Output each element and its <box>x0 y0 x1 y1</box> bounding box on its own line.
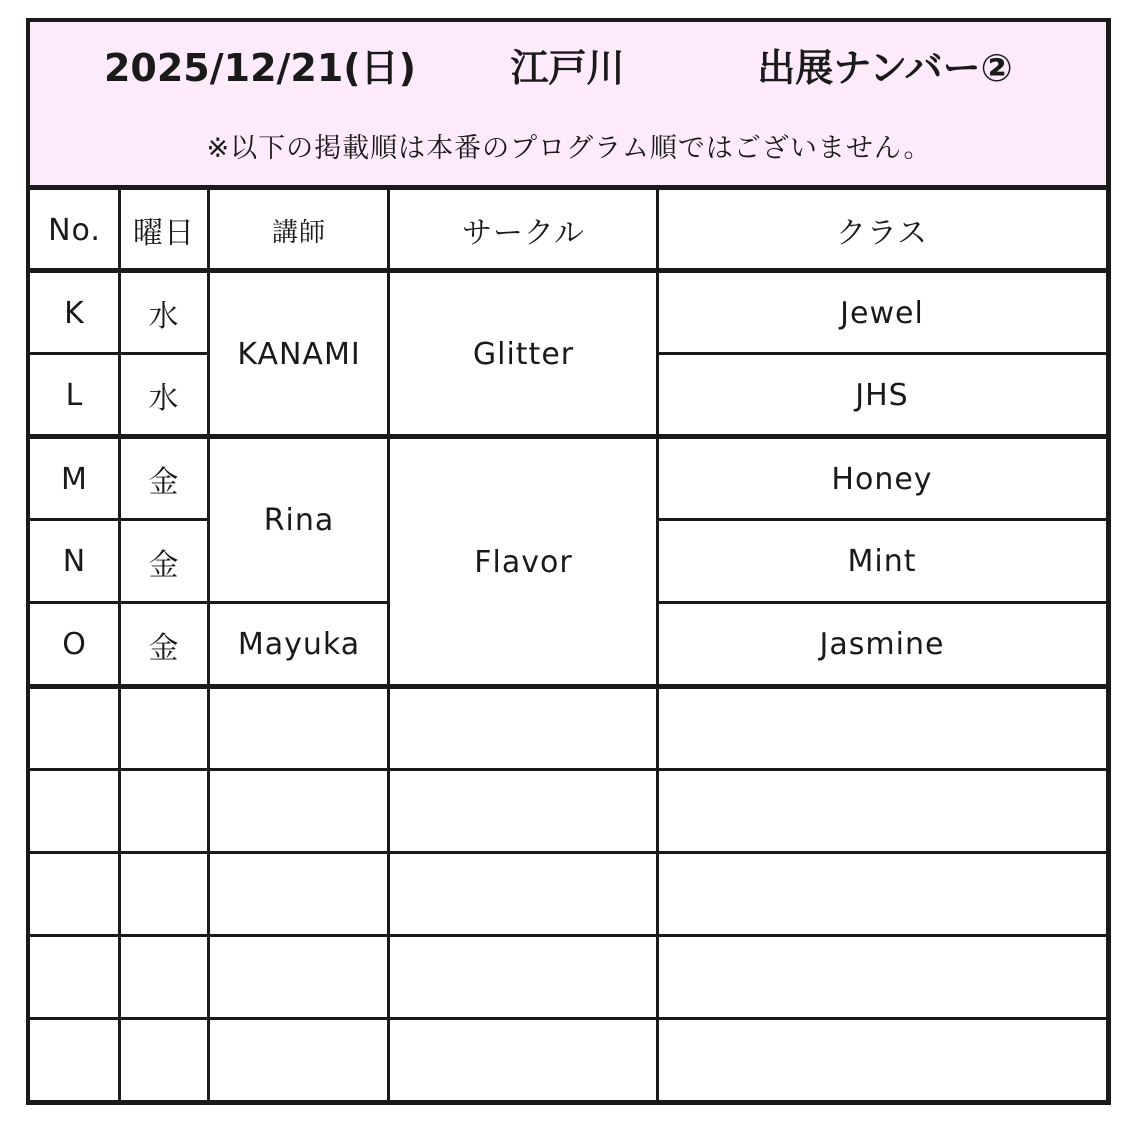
row-divider <box>658 601 1108 604</box>
section-divider <box>26 684 1111 689</box>
row-class: Jewel <box>840 295 924 331</box>
venue-name: 江戸川 <box>510 45 625 90</box>
row-day: 水 <box>148 299 180 334</box>
instructor-cell: KANAMI <box>237 336 361 372</box>
row-divider <box>658 518 1108 521</box>
column-divider <box>656 187 659 1102</box>
circle-cell: Flavor <box>474 544 573 580</box>
row-divider <box>30 1017 1108 1020</box>
row-divider <box>658 352 1108 355</box>
col-header-class: クラス <box>835 216 929 251</box>
row-divider <box>30 851 1108 854</box>
col-header-instructor: 講師 <box>271 217 326 248</box>
row-day: 金 <box>148 630 180 666</box>
row-class: Jasmine <box>819 627 945 662</box>
row-no: L <box>65 377 84 413</box>
table-border <box>26 1100 1111 1105</box>
table-border <box>1106 18 1111 1105</box>
row-class: JHS <box>855 377 909 413</box>
section-divider <box>26 185 1111 190</box>
row-no: O <box>62 627 87 662</box>
row-class: Honey <box>831 461 933 497</box>
row-no: K <box>64 295 85 331</box>
col-header-day: 曜日 <box>133 216 195 251</box>
page-title: 出展ナンバー② <box>757 45 1013 90</box>
row-divider <box>30 934 1108 937</box>
instructor-cell: Mayuka <box>237 627 361 662</box>
circle-cell: Glitter <box>472 336 575 372</box>
row-day: 金 <box>148 547 180 583</box>
table-border <box>26 18 1111 22</box>
row-divider <box>30 601 390 604</box>
col-header-no: No. <box>48 212 101 248</box>
col-header-circle: サークル <box>461 216 586 251</box>
row-divider <box>30 768 1108 771</box>
column-divider <box>207 187 210 1102</box>
column-divider <box>118 187 121 1102</box>
instructor-cell: Rina <box>263 503 335 538</box>
row-day: 金 <box>148 465 180 500</box>
order-notice: ※以下の掲載順は本番のプログラム順ではございません。 <box>206 132 932 164</box>
row-day: 水 <box>148 381 180 416</box>
row-class: Mint <box>847 544 917 579</box>
section-divider <box>26 268 1111 273</box>
column-divider <box>387 187 390 1102</box>
row-no: M <box>61 461 88 497</box>
table-border <box>26 18 30 1105</box>
event-date: 2025/12/21(日) <box>103 45 417 90</box>
row-no: N <box>62 544 87 579</box>
section-divider <box>26 434 1111 439</box>
